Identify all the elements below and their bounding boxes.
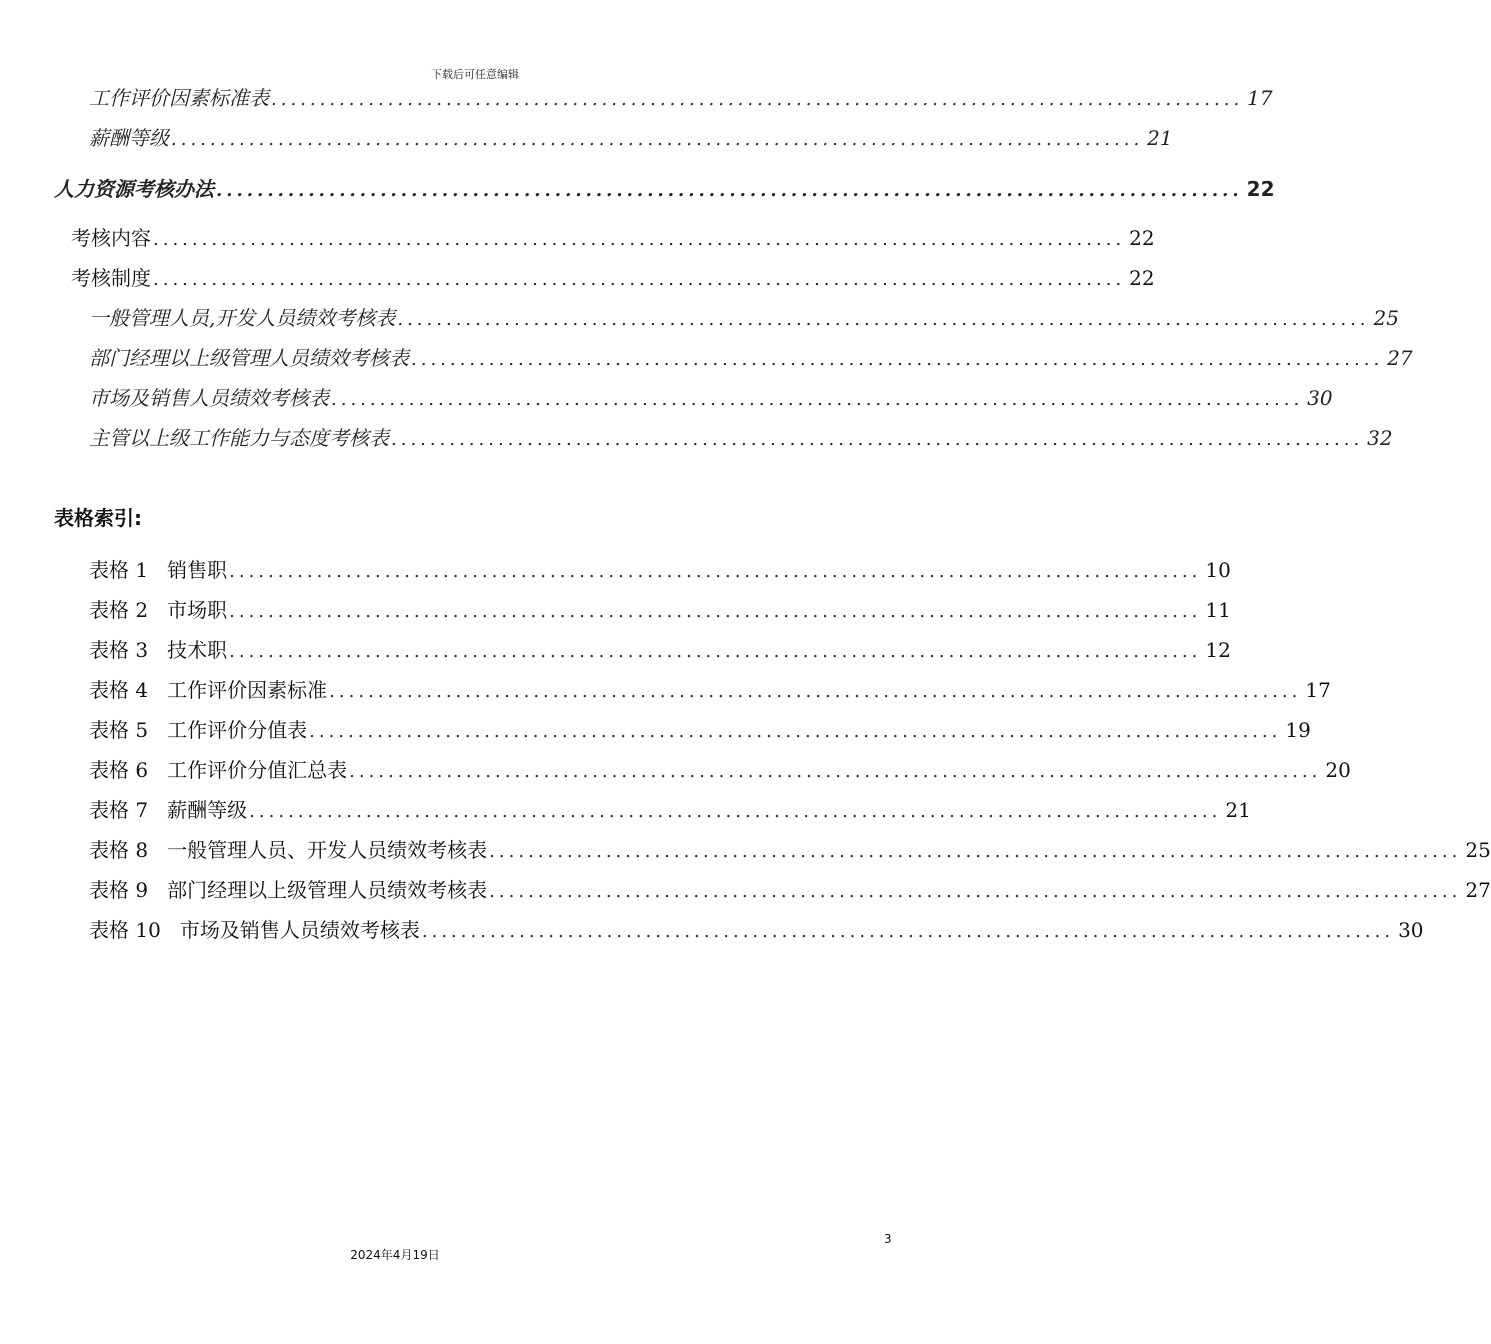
- dot-leader: ....................................................................................................: [411, 349, 1384, 370]
- dot-leader: ....................................................................................................: [229, 601, 1202, 622]
- table-number: 表格 10: [89, 918, 161, 942]
- dot-leader: ....................................................................................................: [229, 561, 1202, 582]
- dot-leader: ....................................................................................................: [331, 389, 1304, 410]
- toc-entry-page: 27: [1387, 346, 1413, 370]
- table-title: 一般管理人员、开发人员绩效考核表: [167, 838, 488, 862]
- toc-entry-page: 30: [1307, 386, 1333, 410]
- dot-leader: ....................................................................................................: [349, 761, 1322, 782]
- toc-entry[interactable]: [89, 84, 1273, 112]
- dot-leader: ....................................................................................................: [421, 921, 1395, 942]
- toc-entry-page: 25: [1373, 306, 1399, 330]
- table-index-entry[interactable]: [89, 676, 1331, 704]
- toc-entry-chapter[interactable]: [54, 175, 1275, 203]
- table-index-entry[interactable]: [89, 796, 1251, 824]
- table-index-entry[interactable]: [89, 556, 1231, 584]
- toc-entry[interactable]: [71, 224, 1155, 252]
- toc-entry-label: 市场及销售人员绩效考核表: [89, 386, 329, 410]
- table-title: 部门经理以上级管理人员绩效考核表: [167, 878, 488, 902]
- header-note: 下载后可任意编辑: [431, 68, 519, 81]
- toc-entry-page: 21: [1147, 126, 1173, 150]
- toc-entry-label: 主管以上级工作能力与态度考核表: [89, 426, 389, 450]
- dot-leader: ....................................................................................................: [329, 681, 1302, 702]
- table-index-entry[interactable]: [89, 916, 1424, 944]
- table-title: 工作评价因素标准: [167, 678, 328, 702]
- table-number: 表格 8: [89, 838, 149, 862]
- table-title: 市场职: [167, 598, 228, 622]
- table-page: 12: [1205, 638, 1231, 662]
- toc-entry-label: 考核内容: [71, 226, 151, 250]
- page-number: 3: [884, 1232, 892, 1246]
- table-title: 销售职: [167, 558, 228, 582]
- dot-leader: ....................................................................................................: [171, 129, 1144, 150]
- table-title: 薪酬等级: [167, 798, 248, 822]
- table-title: 市场及销售人员绩效考核表: [179, 918, 420, 942]
- toc-entry-label: 人力资源考核办法: [54, 177, 214, 201]
- table-title: 技术职: [167, 638, 228, 662]
- dot-leader: ....................................................................................................: [391, 429, 1364, 450]
- toc-entry[interactable]: [89, 304, 1399, 332]
- dot-leader: ....................................................................................................: [153, 229, 1126, 250]
- table-number: 表格 4: [89, 678, 149, 702]
- dot-leader: ....................................................................................................: [271, 89, 1244, 110]
- table-page: 20: [1325, 758, 1351, 782]
- table-index-entry[interactable]: [89, 836, 1491, 864]
- table-title: 工作评价分值表: [167, 718, 308, 742]
- table-number: 表格 7: [89, 798, 149, 822]
- table-page: 10: [1205, 558, 1231, 582]
- dot-leader: ....................................................................................................: [397, 309, 1370, 330]
- table-number: 表格 3: [89, 638, 149, 662]
- toc-entry[interactable]: [71, 264, 1155, 292]
- dot-leader: ....................................................................................................: [489, 841, 1462, 862]
- toc-entry-page: 32: [1367, 426, 1393, 450]
- dot-leader: ....................................................................................................: [216, 180, 1243, 201]
- table-index-entry[interactable]: [89, 756, 1351, 784]
- toc-entry-label: 薪酬等级: [89, 126, 169, 150]
- dot-leader: ....................................................................................................: [229, 641, 1202, 662]
- toc-entry[interactable]: [89, 384, 1333, 412]
- table-index-entry[interactable]: [89, 716, 1311, 744]
- table-page: 30: [1398, 918, 1424, 942]
- toc-entry-page: 22: [1246, 177, 1275, 201]
- table-number: 表格 2: [89, 598, 149, 622]
- table-index-entry[interactable]: [89, 876, 1491, 904]
- toc-entry-page: 22: [1129, 266, 1155, 290]
- toc-entry[interactable]: [89, 344, 1413, 372]
- dot-leader: ....................................................................................................: [309, 721, 1282, 742]
- table-page: 27: [1465, 878, 1491, 902]
- toc-entry-label: 工作评价因素标准表: [89, 86, 269, 110]
- toc-entry[interactable]: [89, 124, 1173, 152]
- dot-leader: ....................................................................................................: [249, 801, 1222, 822]
- toc-entry-label: 考核制度: [71, 266, 151, 290]
- table-title: 工作评价分值汇总表: [167, 758, 348, 782]
- toc-entry-page: 17: [1247, 86, 1273, 110]
- toc-entry-page: 22: [1129, 226, 1155, 250]
- toc-entry-label: 一般管理人员,开发人员绩效考核表: [89, 306, 396, 330]
- table-page: 25: [1465, 838, 1491, 862]
- table-page: 11: [1205, 598, 1231, 622]
- table-page: 21: [1225, 798, 1251, 822]
- table-number: 表格 6: [89, 758, 149, 782]
- table-index-entry[interactable]: [89, 596, 1231, 624]
- dot-leader: ....................................................................................................: [153, 269, 1126, 290]
- table-page: 17: [1305, 678, 1331, 702]
- table-number: 表格 9: [89, 878, 149, 902]
- toc-entry[interactable]: [89, 424, 1393, 452]
- footer-date: 2024年4月19日: [350, 1248, 440, 1262]
- table-index-heading: 表格索引:: [54, 506, 142, 530]
- dot-leader: ....................................................................................................: [489, 881, 1462, 902]
- table-index-entry[interactable]: [89, 636, 1231, 664]
- table-page: 19: [1285, 718, 1311, 742]
- table-number: 表格 1: [89, 558, 149, 582]
- table-number: 表格 5: [89, 718, 149, 742]
- toc-entry-label: 部门经理以上级管理人员绩效考核表: [89, 346, 409, 370]
